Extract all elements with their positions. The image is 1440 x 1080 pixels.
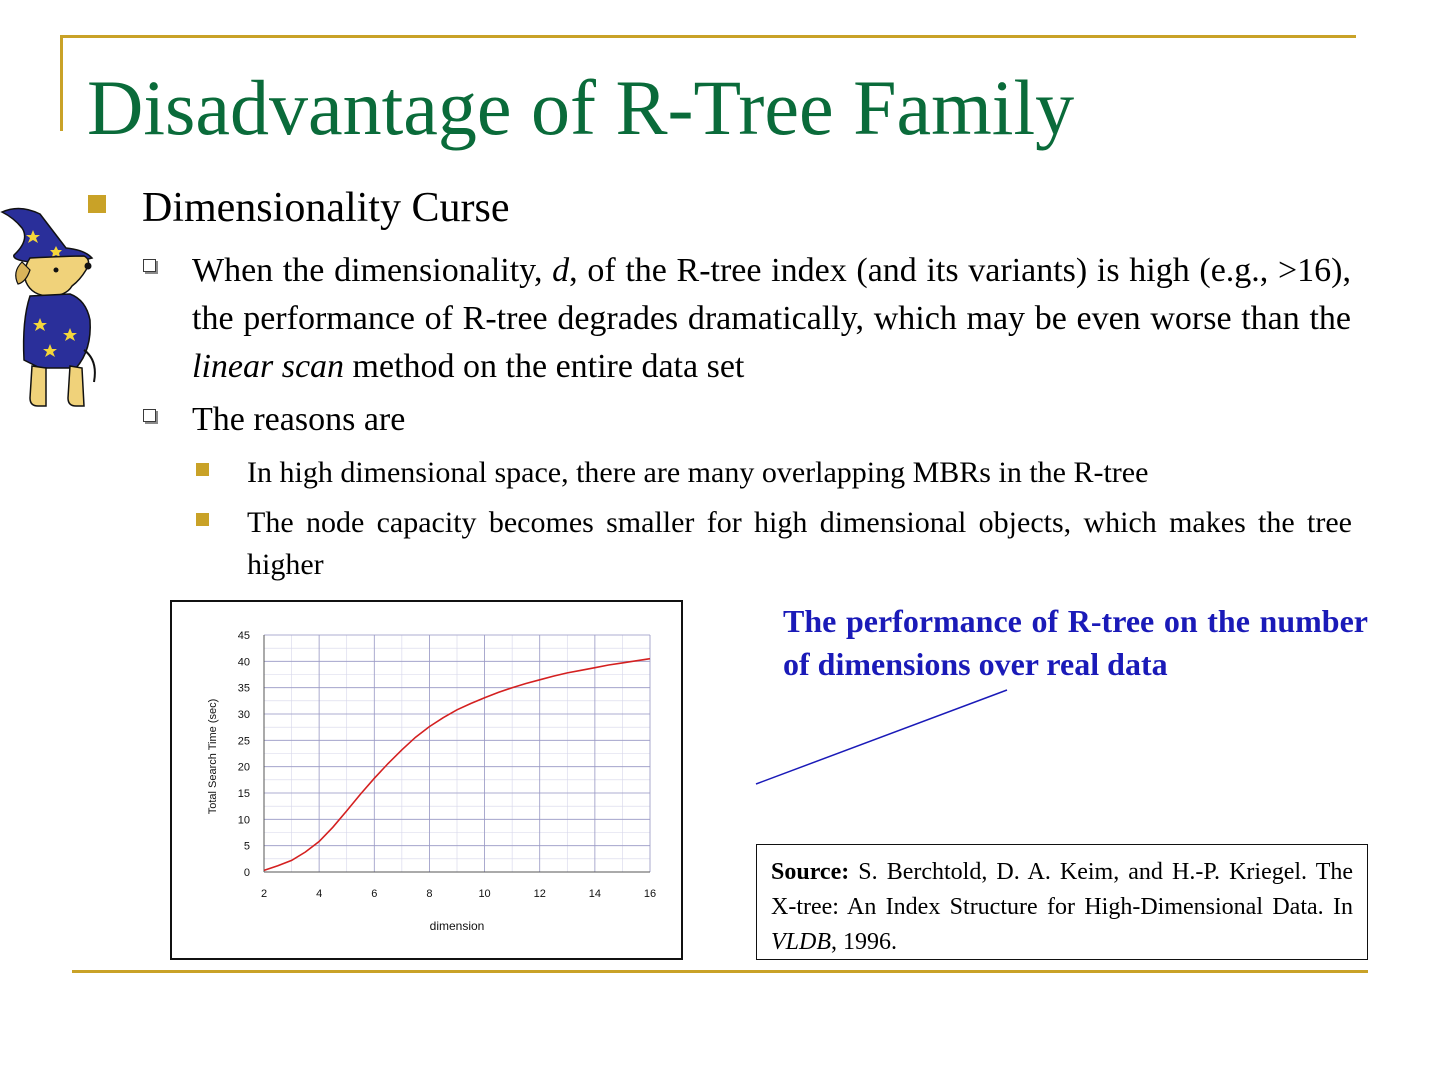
x-tick-label: 2	[260, 888, 268, 900]
y-tick-label: 40	[237, 656, 250, 669]
x-tick-label: 6	[371, 888, 378, 900]
y-tick-label: 35	[237, 682, 250, 695]
bullet-text: The reasons are	[192, 401, 406, 438]
chart-caption: The performance of R-tree on the number of dimensions over real data	[783, 603, 1368, 682]
hollow-square-bullet-icon	[143, 259, 156, 272]
frame-top-rule	[60, 35, 1356, 38]
y-tick-label: 0	[243, 867, 250, 879]
source-citation: Source: S. Berchtold, D. A. Keim, and H.-P. Kriegel. The X-tree: An Index Structure for High-Dimensional Data. In VLDB, 1996.	[756, 844, 1368, 960]
x-tick-label: 8	[426, 888, 433, 900]
x-tick-label: 4	[316, 888, 323, 900]
x-axis-label: dimension	[429, 919, 485, 933]
x-tick-label: 12	[533, 888, 546, 900]
bullet-text: In high dimensional space, there are many overlapping MBRs in the R-tree	[247, 456, 1149, 489]
bullet-text: When the dimensionality, d, of the R-tree index (and its variants) is high (e.g., >16), the performance of R-tree degrades dramatically, which may be even worse than the linear scan method on the entire data set	[192, 252, 1351, 385]
y-tick-label: 25	[237, 735, 250, 748]
bullet-text: The node capacity becomes smaller for high dimensional objects, which makes the tree higher	[247, 506, 1352, 581]
y-tick-label: 20	[237, 761, 250, 774]
gold-square-bullet-icon	[196, 463, 209, 476]
bullet-text: Dimensionality Curse	[142, 185, 510, 231]
y-tick-label: 10	[237, 814, 250, 827]
chart-svg	[172, 602, 681, 958]
gold-square-bullet-icon	[88, 195, 106, 213]
x-tick-label: 14	[588, 888, 601, 900]
y-tick-label: 15	[237, 788, 250, 800]
wizard-dog-mascot-icon	[0, 200, 100, 410]
search-time-chart	[170, 600, 683, 960]
x-tick-label: 16	[643, 888, 657, 900]
slide-title: Disadvantage of R-Tree Family	[87, 64, 1075, 151]
x-tick-label: 10	[478, 888, 491, 900]
y-tick-label: 45	[237, 630, 250, 642]
y-tick-label: 30	[237, 709, 250, 721]
gold-square-bullet-icon	[196, 513, 209, 526]
y-axis-label: Total Search Time (sec)	[207, 698, 219, 815]
frame-bottom-rule	[72, 970, 1368, 973]
y-tick-label: 5	[243, 840, 250, 853]
frame-left-rule	[60, 35, 63, 131]
source-label: Source:	[771, 859, 850, 885]
hollow-square-bullet-icon	[143, 409, 156, 422]
